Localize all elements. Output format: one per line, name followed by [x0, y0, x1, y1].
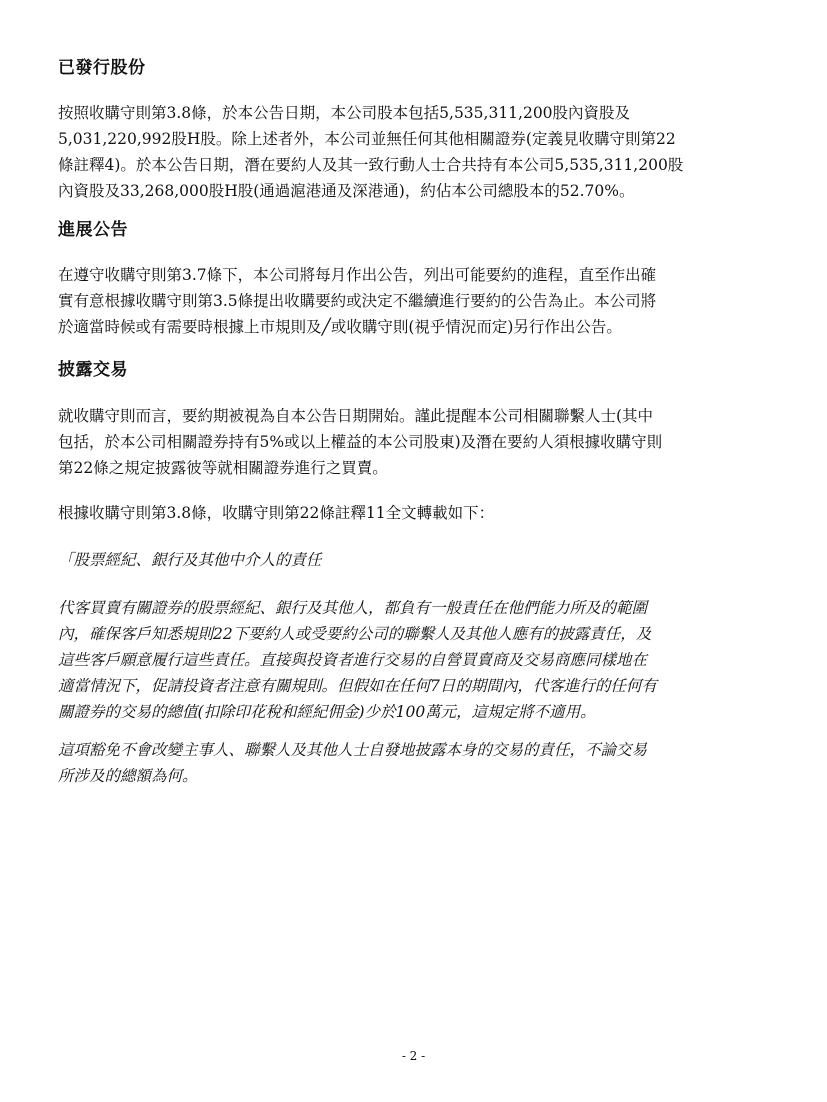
paragraph-line: 這項豁免不會改變主事人、聯繫人及其他人士自發地披露本身的交易的責任，不論交易: [58, 741, 648, 759]
quote-paragraph-exemption: [58, 737, 770, 789]
paragraph-dealing-disclosure: [58, 403, 770, 481]
paragraph-line: 所涉及的總額為何。: [58, 767, 198, 785]
paragraph-line: 實有意根據收購守則第3.5條提出收購要約或決定不繼續進行要約的公告為止。本公司將: [58, 292, 657, 310]
paragraph-issued-shares: [58, 100, 770, 204]
paragraph-line: 就收購守則而言，要約期被視為自本公告日期開始。謹此提醒本公司相關聯繫人士(其中: [58, 407, 654, 425]
quote-paragraph-responsibilities: [58, 595, 770, 725]
paragraph-line: 這些客戶願意履行這些責任。直接與投資者進行交易的自營買賣商及交易商應同樣地在: [58, 651, 648, 669]
section-heading-issued-shares: 已發行股份: [58, 58, 146, 78]
paragraph-line: 內，確保客戶知悉規則22下要約人或受要約公司的聯繫人及其他人應有的披露責任，及: [58, 625, 652, 643]
paragraph-line: 關證券的交易的總值(扣除印花稅和經紀佣金)少於100萬元，這規定將不適用。: [58, 703, 596, 721]
paragraph-line: 適當情況下，促請投資者注意有關規則。但假如在任何7日的期間內，代客進行的任何有: [58, 677, 657, 695]
paragraph-progress-announcement: [58, 262, 770, 340]
paragraph-line: 內資股及33,268,000股H股(通過滬港通及深港通)，約佔本公司總股本的52.70%。: [58, 182, 635, 200]
section-heading-dealing-disclosure: 披露交易: [58, 360, 128, 380]
paragraph-line: 條註釋4)。於本公告日期，潛在要約人及其一致行動人士合共持有本公司5,535,311,200股: [58, 156, 684, 174]
paragraph-line: 根據收購守則第3.8條，收購守則第22條註釋11全文轉載如下：: [58, 504, 495, 522]
paragraph-note-reproduced: [58, 500, 770, 526]
paragraph-line: 包括，於本公司相關證券持有5%或以上權益的本公司股東)及潛在要約人須根據收購守則: [58, 433, 663, 451]
section-heading-progress-announcement: 進展公告: [58, 220, 128, 240]
paragraph-line: 5,031,220,992股H股。除上述者外，本公司並無任何其他相關證券(定義見收購守則第22: [58, 130, 676, 148]
quote-heading-intermediaries: [58, 547, 770, 573]
paragraph-line: 「股票經紀、銀行及其他中介人的責任: [58, 551, 322, 569]
paragraph-line: 按照收購守則第3.8條，於本公告日期，本公司股本包括5,535,311,200股內資股及: [58, 104, 631, 122]
page-number: - 2 -: [401, 1049, 426, 1063]
paragraph-line: 代客買賣有關證券的股票經紀、銀行及其他人，都負有一般責任在他們能力所及的範圍: [58, 599, 648, 617]
paragraph-line: 在遵守收購守則第3.7條下，本公司將每月作出公告，列出可能要約的進程，直至作出確: [58, 266, 657, 284]
paragraph-line: 第22條之規定披露彼等就相關證券進行之買賣。: [58, 459, 388, 477]
paragraph-line: 於適當時候或有需要時根據上市規則及╱或收購守則(視乎情況而定)另行作出公告。: [58, 318, 622, 336]
